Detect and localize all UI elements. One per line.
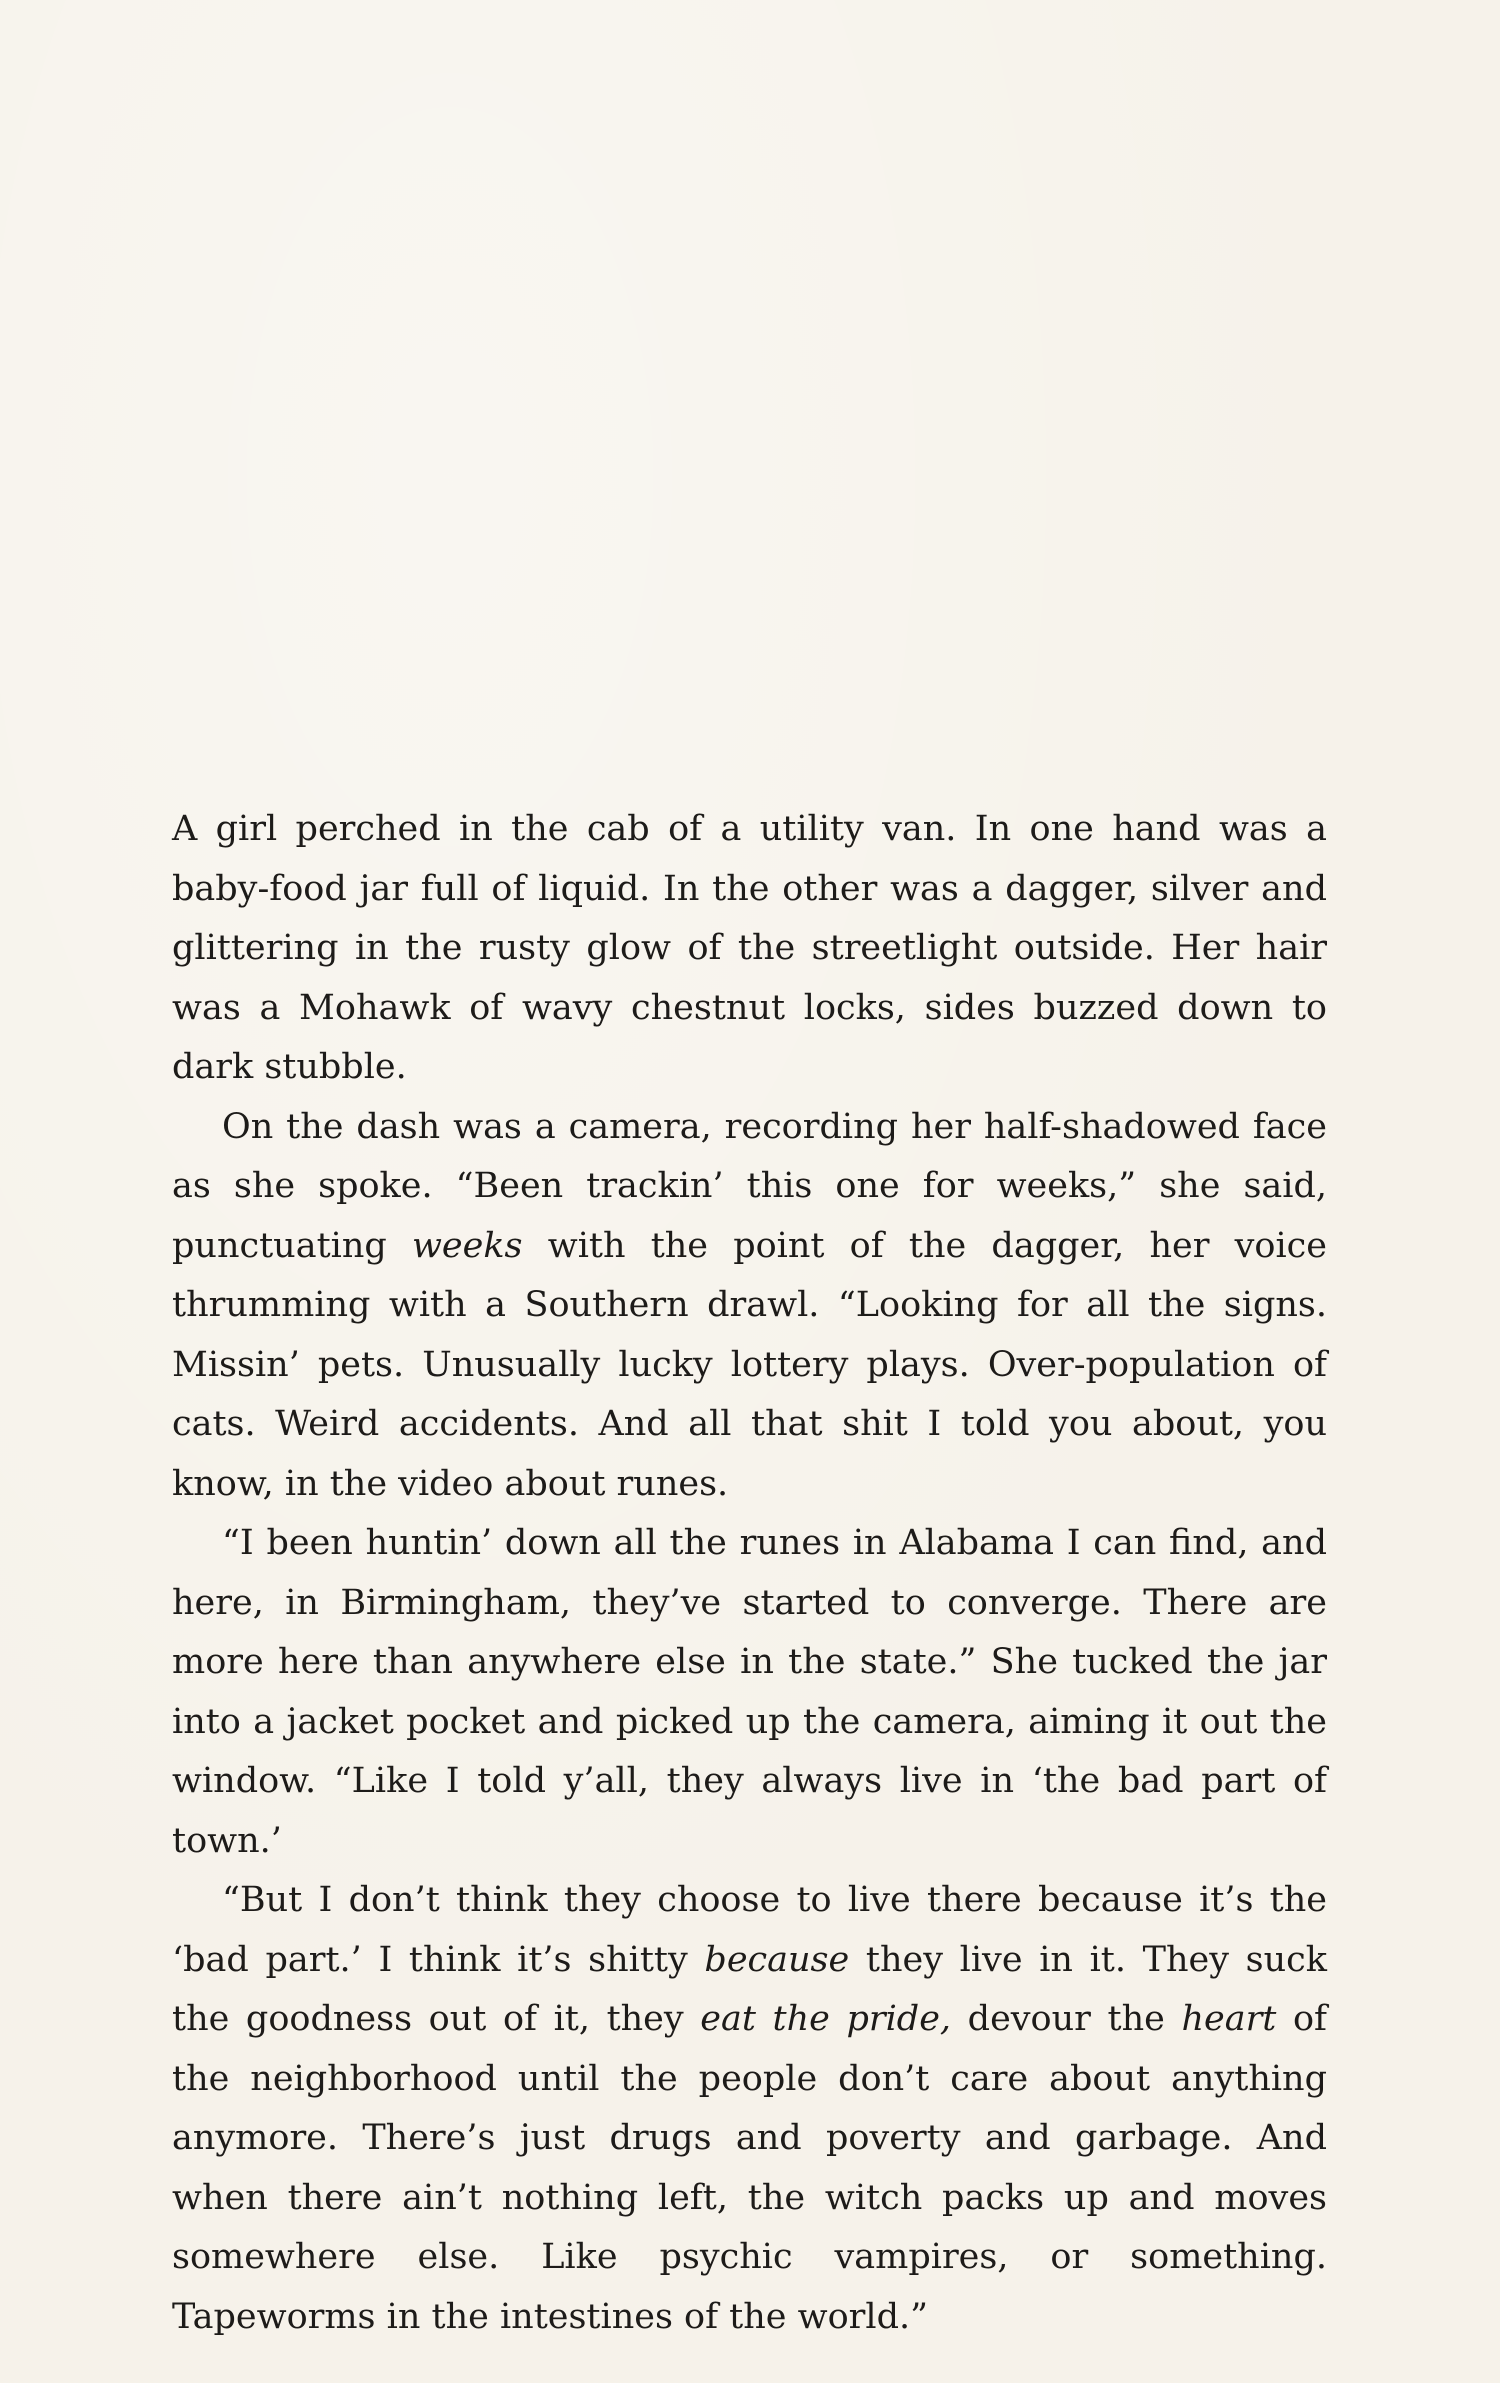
paragraph-4	[172, 1871, 1327, 2347]
paragraph-4-text-d: of the neighborhood until the people don’t care about anything anymore. There’s just drugs and poverty and garbage. And when there ain’t nothing left, the witch packs up and moves somewhere else. Like psychic vampires, or something. Tapeworms in the intestines of the world.”	[172, 1999, 1328, 2337]
paragraph-2	[172, 1098, 1327, 1515]
paragraph-2-italic-weeks: weeks	[411, 1225, 523, 1266]
paragraph-3	[172, 1514, 1327, 1871]
paragraph-4-italic-heart: heart	[1181, 1999, 1277, 2039]
paragraph-1	[172, 800, 1327, 1098]
paragraph-3-text: “I been huntin’ down all the runes in Alabama I can find, and here, in Birmingham, they’ve started to converge. There are more here than anywhere else in the state.” She tucked the jar into a jacket pocket and picked up the camera, aiming it out the window. “Like I told y’all, they always live in ‘the bad part of town.’	[172, 1523, 1327, 1861]
paragraph-4-text-a: “But I don’t think they choose to live there because it’s the ‘bad part.’ I think it’s shitty	[172, 1880, 1327, 1980]
paragraph-4-italic-eat-the-pride: eat the pride,	[700, 1999, 952, 2039]
paragraph-2-text-b: with the point of the dagger, her voice thrumming with a Southern drawl. “Looking for all the signs. Missin’ pets. Unusually lucky lottery plays. Over-population of cats. Weird accidents. And all that shit I told you about, you know, in the video about runes.	[172, 1225, 1327, 1504]
paragraph-4-text-c: devour the	[951, 1999, 1182, 2039]
paragraph-4-italic-because: because	[704, 1939, 850, 1980]
paragraph-1-text: A girl perched in the cab of a utility van. In one hand was a baby-food jar full of liquid. In the other was a dagger, silver and glittering in the rusty glow of the streetlight outside. Her hair was a Mohawk of wavy chestnut locks, sides buzzed down to dark stubble.	[172, 809, 1327, 1087]
body-text	[172, 800, 1327, 2347]
paragraph-2-text-a: On the dash was a camera, recording her half-shadowed face as she spoke. “Been trackin’ this one for weeks,” she said, punctuating	[172, 1106, 1327, 1266]
paragraph-4-text-b: they live in it. They suck the goodness out of it, they	[172, 1939, 1327, 2039]
